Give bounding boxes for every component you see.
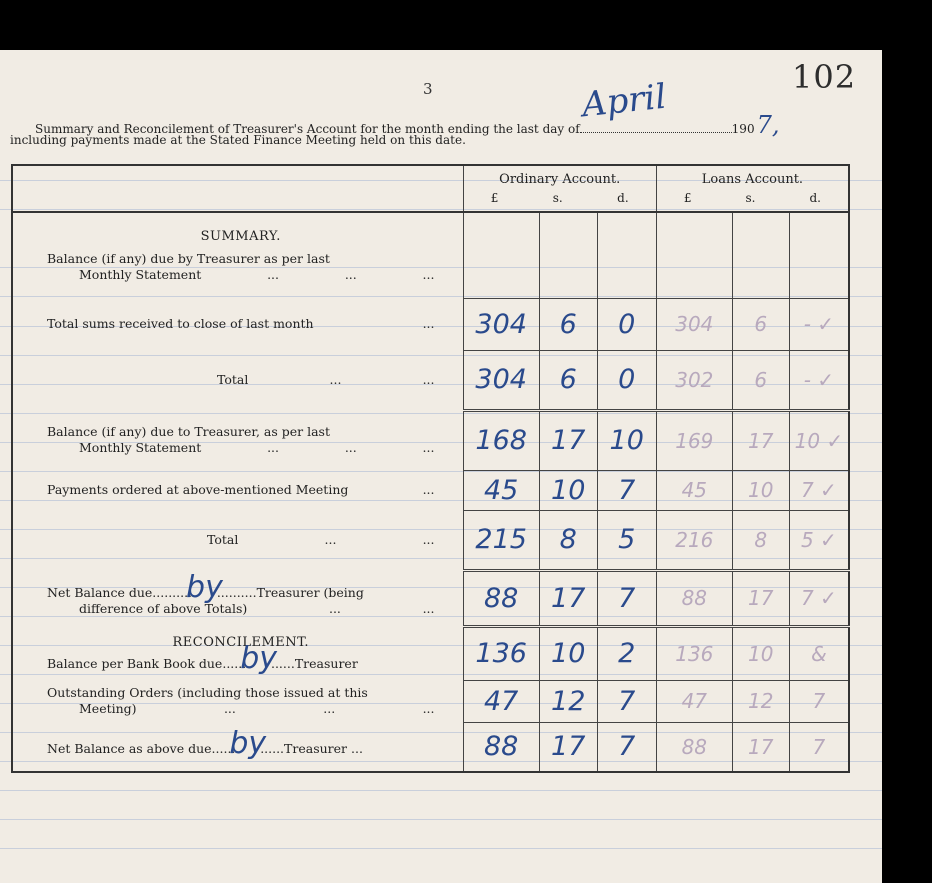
text-label: ... xyxy=(267,266,279,282)
amount-cell: 304 xyxy=(463,298,539,350)
loans-account-header xyxy=(656,165,849,212)
text-label: Loans Account. xyxy=(701,172,804,187)
amount-cell: 7 xyxy=(597,680,656,722)
text-label: ... xyxy=(328,600,341,616)
text-label: s. xyxy=(552,191,563,205)
text-label: ... xyxy=(329,372,342,387)
month-field xyxy=(579,76,732,133)
amount-cell: 88 xyxy=(463,570,539,626)
amount-cell: 10 xyxy=(539,626,597,680)
amount-cell: 10 xyxy=(732,470,789,510)
amount-cell: 6 xyxy=(539,350,597,410)
text-label: ... xyxy=(422,372,435,387)
amount-cell: 7 xyxy=(597,722,656,772)
amount-cell: 304 xyxy=(656,298,732,350)
amount-cell: 7 xyxy=(789,722,849,772)
amount-cell: 88 xyxy=(656,570,732,626)
table-row xyxy=(12,350,849,410)
amount-cell: 5 xyxy=(597,510,656,570)
amount-cell: & xyxy=(789,626,849,680)
amount-cell: 215 xyxy=(463,510,539,570)
text-label: Treasurer xyxy=(284,741,348,756)
year-print: 0 xyxy=(746,122,755,136)
amount-cell: 17 xyxy=(539,410,597,470)
amount-cell: - ✓ xyxy=(789,350,849,410)
month-handwritten: April xyxy=(579,76,668,126)
text-label: Meeting) xyxy=(79,701,137,716)
amount-cell: 7 xyxy=(597,570,656,626)
amount-cell: 0 xyxy=(597,298,656,350)
text-label: Payments ordered at above-mentioned Meeting xyxy=(47,482,349,497)
text-label: ... xyxy=(422,701,435,716)
account-table xyxy=(11,164,850,773)
table-row xyxy=(12,470,849,510)
text-label: by xyxy=(186,569,223,605)
amount-cell: 7 ✓ xyxy=(789,570,849,626)
text-label: Net Balance as above due xyxy=(47,741,212,756)
amount-cell: 10 xyxy=(539,470,597,510)
page-number: 3 xyxy=(423,80,433,98)
amount-cell: 7 xyxy=(789,680,849,722)
amount-cell: 168 xyxy=(463,410,539,470)
amount-cell: 304 xyxy=(463,350,539,410)
amount-cell: 47 xyxy=(463,680,539,722)
amount-cell: 302 xyxy=(656,350,732,410)
year-handwritten: 7, xyxy=(756,111,780,139)
amount-cell: 17 xyxy=(539,570,597,626)
text-label: Total xyxy=(217,372,249,387)
table-row: Net Balance as above due......by......Treasurer ... 88 17 7 88 17 7 xyxy=(12,722,849,772)
amount-cell: 216 xyxy=(656,510,732,570)
table-row xyxy=(12,510,849,570)
amount-cell: 47 xyxy=(656,680,732,722)
text-label: ... xyxy=(422,482,435,497)
text-label: Monthly Statement xyxy=(79,440,202,455)
table-row: Net Balance due..........by..........Treasurer (being difference of above Totals) ... ... 88 17 7 88 17 7 ✓ xyxy=(12,570,849,626)
text-label: difference of above Totals) xyxy=(79,600,248,616)
amount-cell: 17 xyxy=(732,570,789,626)
amount-cell: 10 xyxy=(732,626,789,680)
year-prefix: 19 xyxy=(731,122,747,136)
amount-cell: 10 xyxy=(597,410,656,470)
amount-cell: 7 xyxy=(597,470,656,510)
table-row xyxy=(12,680,849,722)
amount-cell: 10 ✓ xyxy=(789,410,849,470)
text-label: Balance (if any) due to Treasurer, as per last xyxy=(47,424,330,439)
text-label: ... xyxy=(422,266,435,282)
amount-cell: 45 xyxy=(463,470,539,510)
text-label: by xyxy=(240,640,277,676)
text-label: Balance per Bank Book due xyxy=(47,655,223,671)
amount-cell: 8 xyxy=(539,510,597,570)
table-row xyxy=(12,212,849,298)
text-label: ... xyxy=(422,316,435,331)
text-label: Ordinary Account. xyxy=(499,172,621,187)
text-label: ... xyxy=(344,440,357,455)
amount-cell: 12 xyxy=(732,680,789,722)
ordinary-account-header xyxy=(463,165,656,212)
text-label: Balance (if any) due by Treasurer as per last xyxy=(47,250,330,266)
reconcilement-heading: RECONCILEMENT. xyxy=(172,634,310,650)
text-label: d. xyxy=(809,191,821,205)
text-label: £ xyxy=(683,191,692,205)
amount-cell: - ✓ xyxy=(789,298,849,350)
amount-cell: 45 xyxy=(656,470,732,510)
amount-cell: 17 xyxy=(539,722,597,772)
text-label: ... xyxy=(267,440,279,455)
text-label: Net Balance due xyxy=(47,584,153,600)
table-header xyxy=(12,165,849,212)
text-label: s. xyxy=(745,191,756,205)
summary-heading: SUMMARY. xyxy=(200,228,281,244)
text-label: Treasurer (being xyxy=(256,584,364,600)
amount-cell: 88 xyxy=(463,722,539,772)
amount-cell: 6 xyxy=(539,298,597,350)
text-label: ... xyxy=(344,266,357,282)
amount-cell: 6 xyxy=(732,298,789,350)
amount-cell: 6 xyxy=(732,350,789,410)
text-label: Total sums received to close of last month xyxy=(47,316,314,331)
text-label: £ xyxy=(490,191,499,205)
text-label: d. xyxy=(617,191,629,205)
text-label: Outstanding Orders (including those issued at this xyxy=(47,685,368,700)
text-label: ... xyxy=(323,701,336,716)
amount-cell: 17 xyxy=(732,722,789,772)
intro-line-2: including payments made at the Stated Finance Meeting held on this date. xyxy=(10,133,466,147)
amount-cell: 169 xyxy=(656,410,732,470)
amount-cell: 5 ✓ xyxy=(789,510,849,570)
table-row xyxy=(12,410,849,470)
text-label: Treasurer xyxy=(294,655,358,671)
amount-cell: 7 ✓ xyxy=(789,470,849,510)
amount-cell: 17 xyxy=(732,410,789,470)
amount-cell: 88 xyxy=(656,722,732,772)
table-row xyxy=(12,298,849,350)
text-label: by xyxy=(229,726,267,761)
text-label: ... xyxy=(422,532,435,547)
table-row: RECONCILEMENT. Balance per Bank Book due......by......Treasurer 136 10 2 136 10 & xyxy=(12,626,849,680)
text-label: ... xyxy=(324,532,337,547)
text-label: ... xyxy=(422,440,435,455)
intro-line-1: Summary and Reconcilement of Treasurer's Account for the month ending the last day of xyxy=(35,122,580,136)
amount-cell: 136 xyxy=(463,626,539,680)
amount-cell: 12 xyxy=(539,680,597,722)
amount-cell: 8 xyxy=(732,510,789,570)
amount-cell: 0 xyxy=(597,350,656,410)
text-label: ... xyxy=(351,741,363,756)
text-label: Total xyxy=(207,532,239,547)
text-label: Monthly Statement xyxy=(79,266,202,282)
amount-cell: 136 xyxy=(656,626,732,680)
text-label: ... xyxy=(422,600,435,616)
text-label: ... xyxy=(223,701,236,716)
folio-stamp: 102 xyxy=(792,58,857,96)
amount-cell: 2 xyxy=(597,626,656,680)
